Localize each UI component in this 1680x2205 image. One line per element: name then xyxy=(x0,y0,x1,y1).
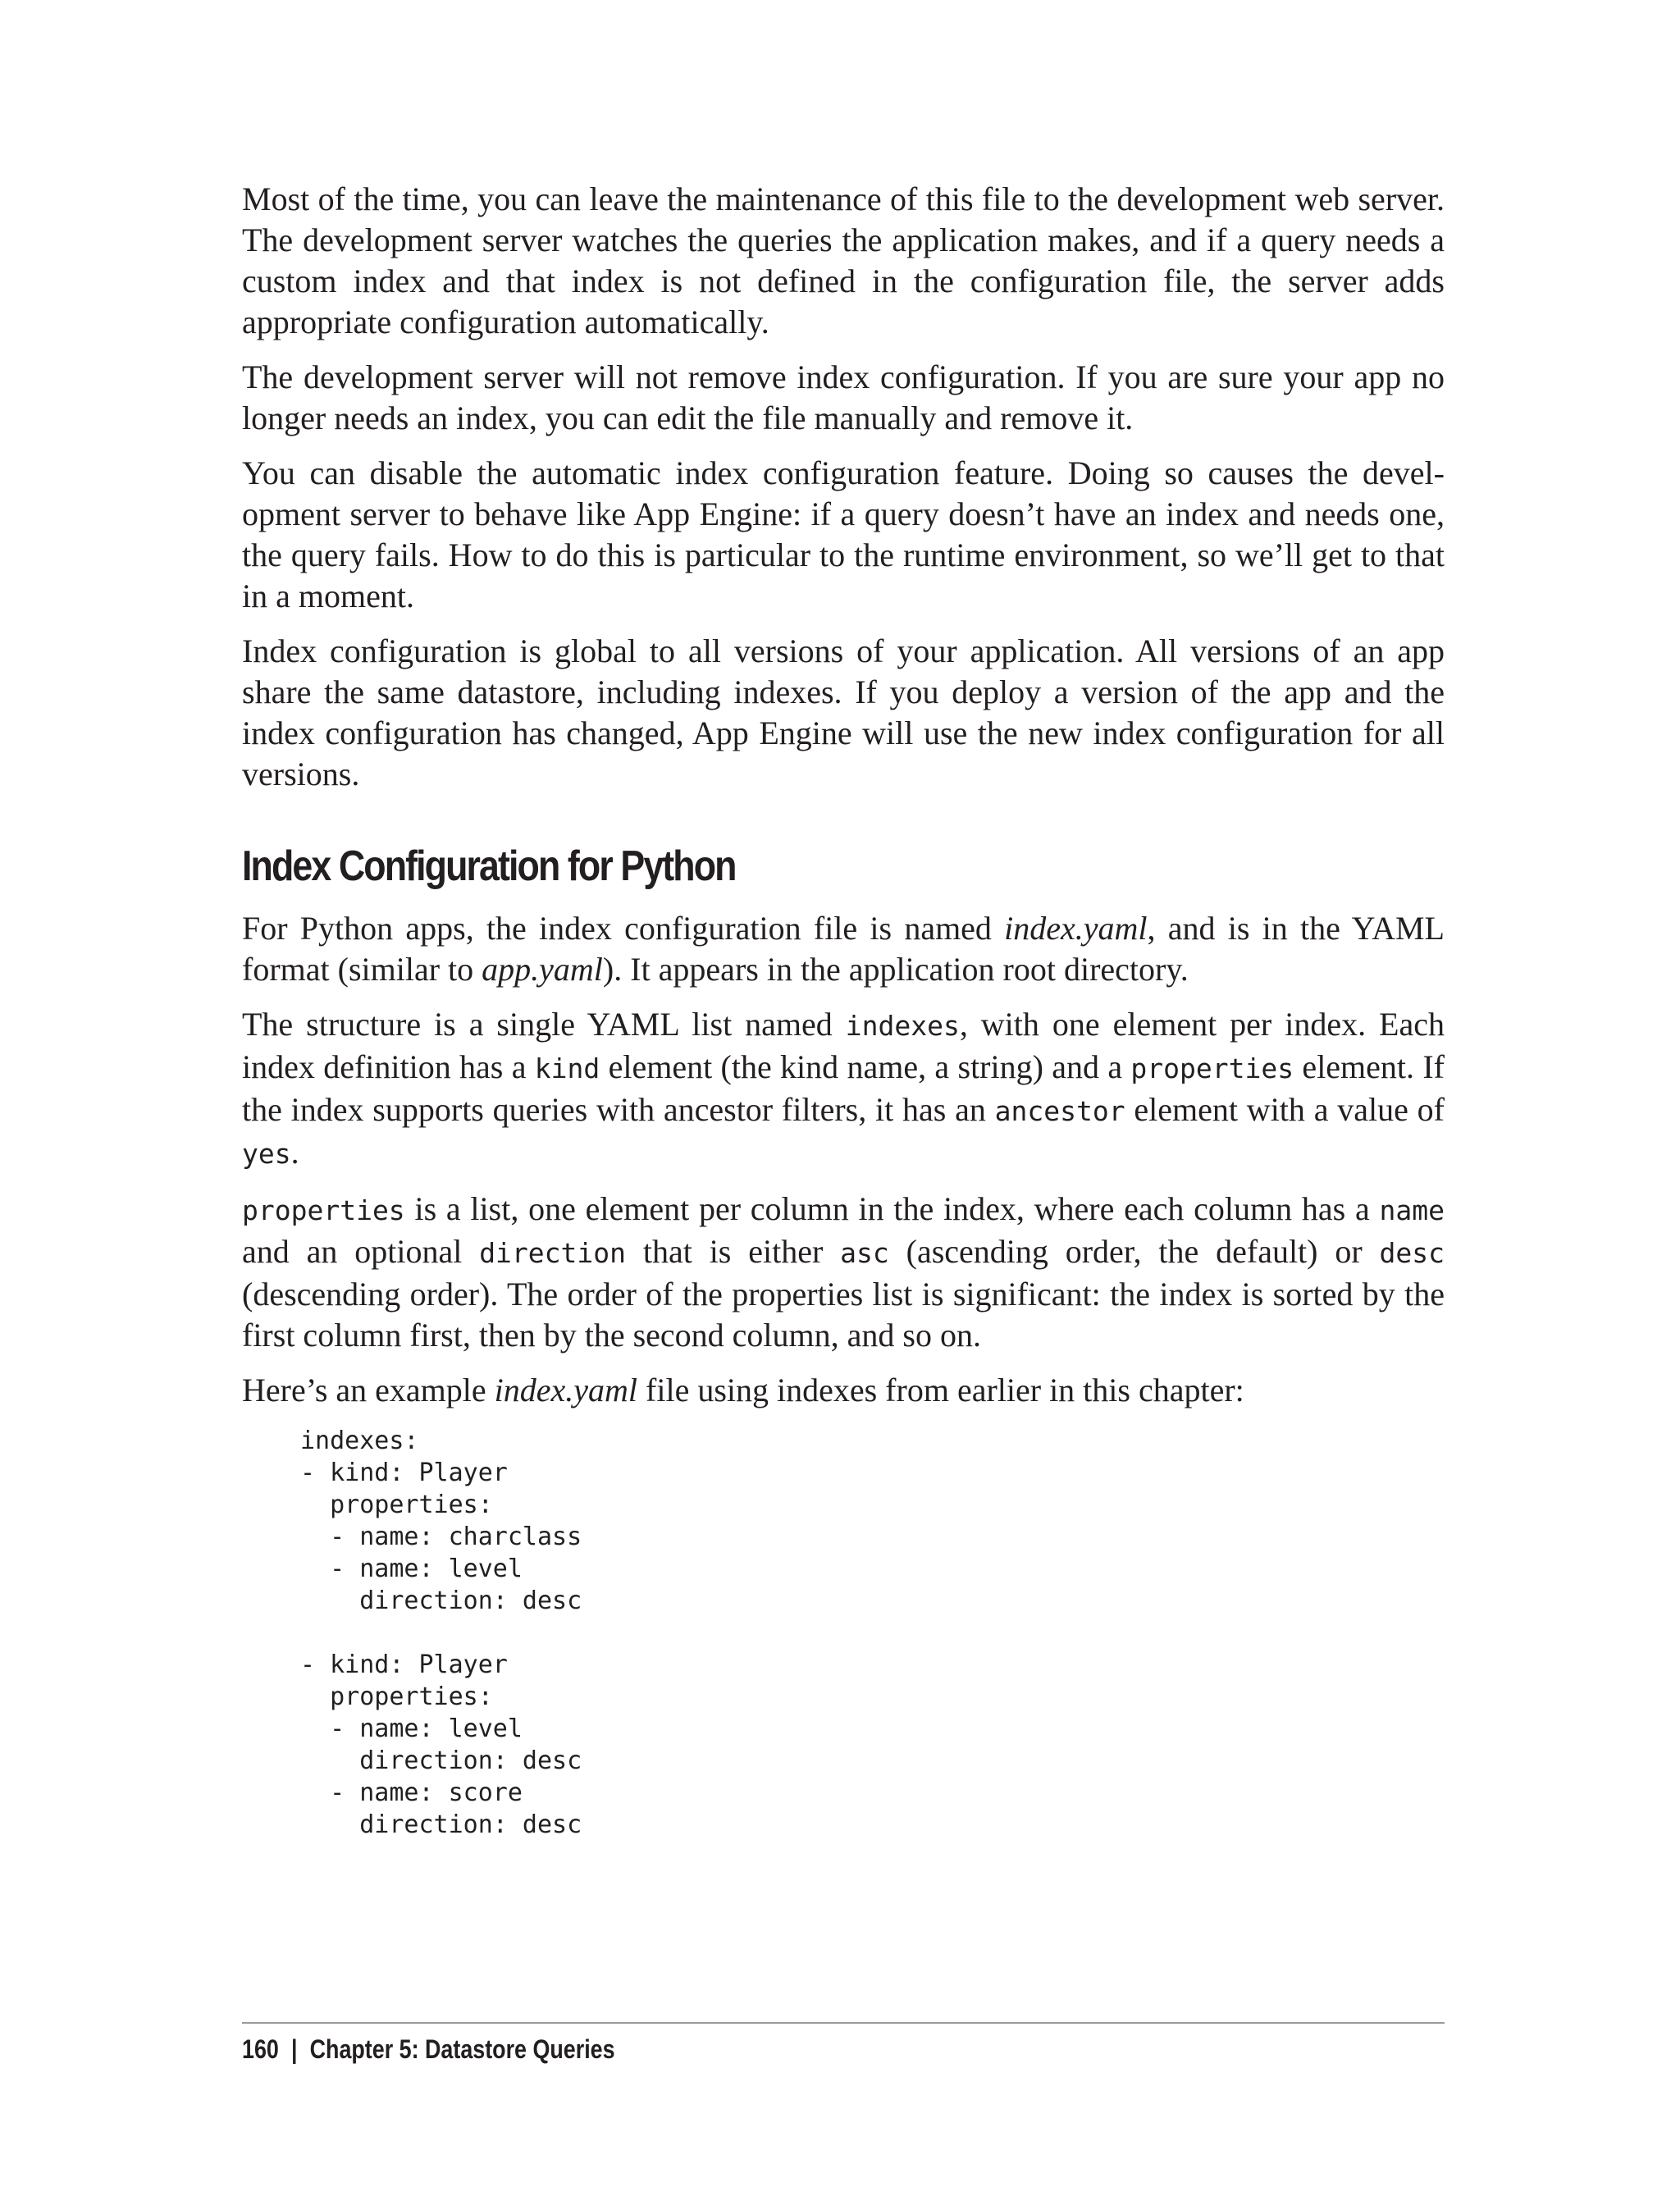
text-run: (ascending order, the default) or xyxy=(888,1233,1380,1270)
paragraph-no-remove: The development server will not remove index configuration. If you are sure your app no longer needs an index, you can edit the file manually and remove it. xyxy=(242,358,1445,436)
footer-rule xyxy=(242,2022,1445,2024)
section-heading: Index Configuration for Python xyxy=(242,842,736,890)
text-run: (descending order). The order of the properties list is significant: the index is sorted by the first column first, then by the second column, and so on. xyxy=(242,1276,1445,1354)
code-example-index-yaml: indexes: - kind: Player properties: - name: charclass - name: level direction: desc - kind: Player properties: - name: level direction: desc - name: score direction: desc xyxy=(300,1427,582,1839)
text-run: file using indexes from earlier in this chapter: xyxy=(637,1372,1244,1408)
code-kind: kind xyxy=(534,1052,600,1084)
chapter-title: Chapter 5: Datastore Queries xyxy=(309,2034,615,2064)
footer-separator: | xyxy=(290,2034,298,2064)
filename-index-yaml: index.yaml xyxy=(1004,910,1148,947)
code-properties: properties xyxy=(1130,1052,1294,1084)
text-run: element with a value of xyxy=(1125,1091,1445,1128)
text-run: . xyxy=(290,1134,299,1171)
code-name: name xyxy=(1379,1194,1445,1226)
code-properties: properties xyxy=(242,1194,405,1226)
text-run: Here’s an example xyxy=(242,1372,495,1408)
paragraph-python-file xyxy=(242,908,1445,990)
paragraph-structure xyxy=(242,1004,1445,1175)
paragraph-properties xyxy=(242,1189,1445,1356)
code-indexes: indexes xyxy=(845,1010,960,1042)
page-body xyxy=(242,179,1445,1841)
text-run: For Python apps, the index configuration file is named xyxy=(242,910,1005,947)
text-run: element (the kind name, a string) and a xyxy=(600,1048,1131,1085)
code-direction: direction xyxy=(479,1237,626,1269)
paragraph-disable-auto: You can disable the automatic index configuration feature. Doing so causes the development server to behave like App Engine: if a query doesn’t have an index and needs one, the query fails. How to do this is particular to the runtime environment, so we’ll get to that in a moment. xyxy=(242,454,1445,614)
paragraph-example-intro xyxy=(242,1370,1445,1411)
text-run: , with one element per index. Each index definition has a xyxy=(242,1006,1445,1085)
code-yes: yes xyxy=(242,1138,291,1170)
code-ancestor: ancestor xyxy=(994,1095,1125,1127)
paragraph-global-config: Index configuration is global to all versions of your application. All versions of an app share the same datastore, including indexes. If you deploy a version of the app and the index configuration has changed, App Engine will use the new index configuration for all versions. xyxy=(242,632,1445,792)
text-run: The structure is a single YAML list named xyxy=(242,1006,846,1043)
filename-index-yaml: index.yaml xyxy=(494,1372,638,1408)
text-run: , and is in the YAML format (similar to xyxy=(242,910,1445,988)
page-footer xyxy=(242,2033,615,2066)
text-run: ). It appears in the application root directory. xyxy=(602,951,1189,988)
code-asc: asc xyxy=(840,1237,889,1269)
paragraph-maintenance: Most of the time, you can leave the maintenance of this file to the development web server. The development server watches the queries the application makes, and if a query needs a custom index and that index is not defined in the configuration file, the server adds appropriate configuration automatically. xyxy=(242,180,1445,340)
text-run: and an optional xyxy=(242,1233,480,1270)
page-number: 160 xyxy=(242,2034,279,2064)
text-run: is a list, one element per column in the index, where each column has a xyxy=(404,1190,1380,1227)
filename-app-yaml: app.yaml xyxy=(482,951,603,988)
code-desc: desc xyxy=(1379,1237,1445,1269)
text-run: that is either xyxy=(626,1233,841,1270)
text-run: element. If the index supports queries with ancestor filters, it has an xyxy=(242,1048,1445,1128)
